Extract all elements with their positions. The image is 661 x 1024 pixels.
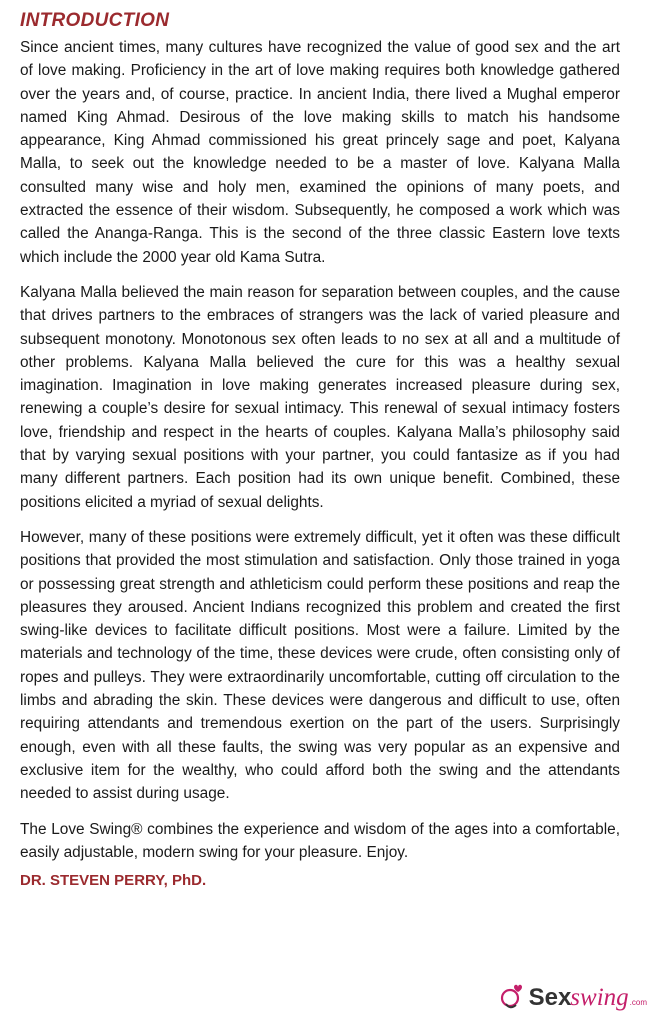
document-page bbox=[20, 10, 620, 892]
logo-text-swing: swing bbox=[570, 984, 629, 1011]
swing-logo-icon bbox=[497, 982, 527, 1012]
logo-text-sex: Sex bbox=[528, 984, 572, 1011]
paragraph-3: However, many of these positions were extremely difficult, yet it often was these difficult positions that provided the most stimulation and satisfaction. Only those trained in yoga or possessing great strength and athleticism could perform these positions and reap the pleasures they aroused. Ancient Indians recognized this problem and created the first swing-like devices to facilitate difficult positions. Most were a failure. Limited by the materials and technology of the time, these devices were crude, often consisting only of ropes and pulleys. They were extraordinarily uncomfortable, cutting off circulation to the limbs and abrading the skin. These devices were dangerous and difficult to use, often requiring attendants and tremendous exertion on the part of the users. Surprisingly enough, even with all these faults, the swing was very popular as an expensive and exclusive item for the wealthy, who could afford both the swing and the attendants needed to assist during usage. bbox=[20, 528, 620, 803]
paragraph-2: Kalyana Malla believed the main reason for separation between couples, and the cause that drives partners to the embraces of strangers was the lack of varied pleasure and subsequent monotony. Monotonous sex often leads to no sex at all and a multitude of other problems. Kalyana Malla believed the cure for this was a healthy sexual imagination. Imagination in love making generates increased pleasure during sex, renewing a couple’s desire for sexual intimacy. This renewal of sexual intimacy fosters love, friendship and respect in the hearts of couples. Kalyana Malla’s philosophy said that by varying sexual positions with your partner, you could fantasize as if you had many different partners. Each position had its own unique benefit. Combined, these positions elicited a myriad of sexual delights. bbox=[20, 283, 620, 511]
paragraph-1: Since ancient times, many cultures have recognized the value of good sex and the art of love making. Proficiency in the art of love making requires both knowledge gathered over the years and, of course, practice. In ancient India, there lived a Mughal emperor named King Ahmad. Desirous of the love making skills to match his handsome appearance, King Ahmad commissioned his great princely sage and poet, Kalyana Malla, to seek out the knowledge needed to be a master of love. Kalyana Malla consulted many wise and holy men, examined the opinions of many poets, and extracted the essence of their wisdom. Subsequently, he composed a work which was called the Ananga-Ranga. This is the second of the three classic Eastern love texts which include the 2000 year old Kama Sutra. bbox=[20, 39, 620, 266]
paragraph-4: The Love Swing® combines the experience and wisdom of the ages into a comfortable, easily adjustable, modern swing for your pleasure. Enjoy. bbox=[20, 820, 620, 861]
page-title: INTRODUCTION bbox=[20, 10, 170, 31]
logo-text-com: .com bbox=[629, 998, 647, 1007]
author-signature: DR. STEVEN PERRY, PhD. bbox=[20, 872, 207, 890]
brand-logo bbox=[497, 982, 647, 1012]
